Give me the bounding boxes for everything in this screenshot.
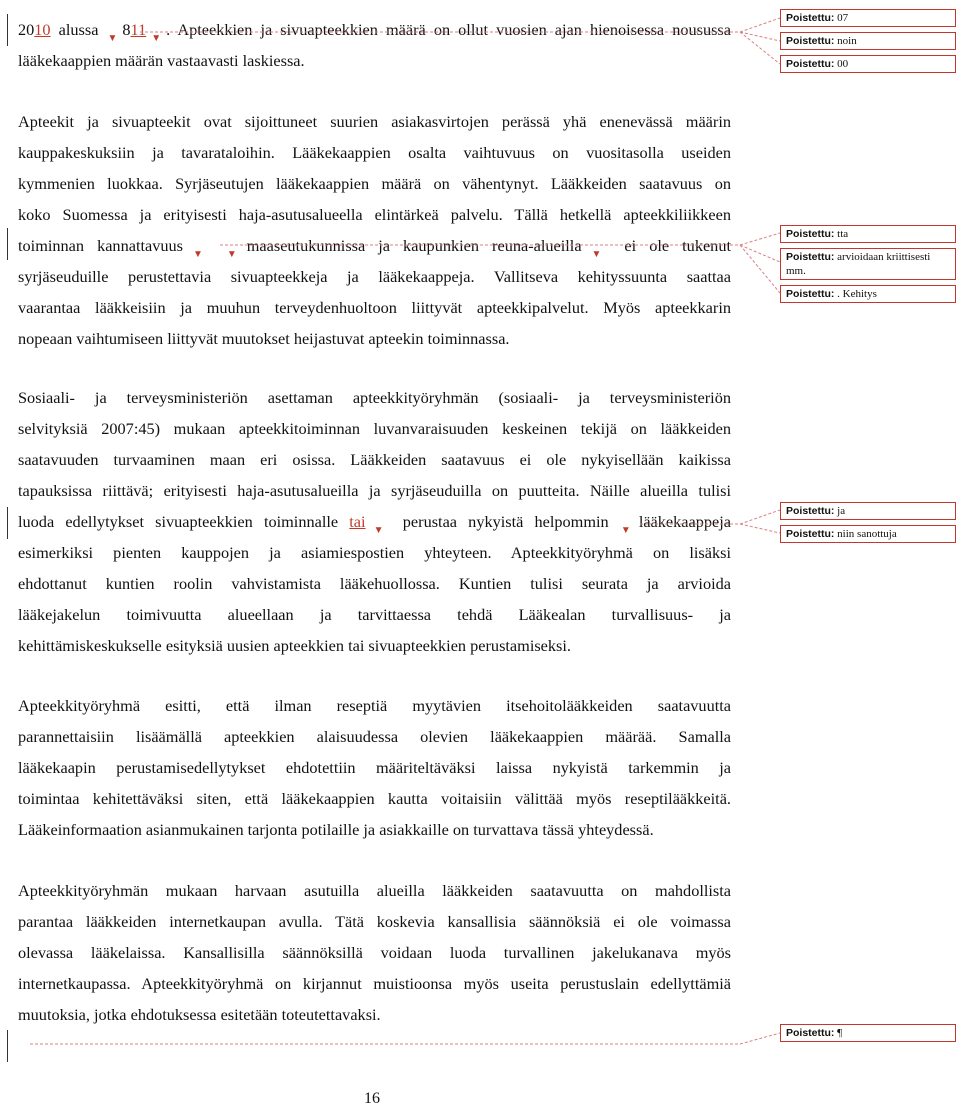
change-bar: [7, 228, 8, 260]
comment-text: niin sanottuja: [834, 528, 897, 540]
deletion-marker-icon: ▼: [147, 33, 166, 44]
text-run: alussa: [50, 20, 107, 39]
text-run: internetkaupassa. Apteekkityöryhmä on kirjannut muistioonsa myös useita perustuslain edellyttämiä: [18, 974, 731, 993]
leader-line: [740, 245, 780, 293]
comment-label: Poistettu:: [786, 12, 835, 24]
change-bar: [7, 507, 8, 539]
text-run: lääkekaappeja: [638, 512, 731, 531]
text-run: selvityksiä 2007:45) mukaan apteekkitoiminnan luvanvaraisuuden keskeinen tekijä on lääkkeiden: [18, 419, 731, 438]
comment-label: Poistettu:: [786, 288, 835, 300]
text-run: kauppakeskuksiin ja tavarataloihin. Lääkekaappien osalta vaihtuvuus on vuositasolla useiden: [18, 143, 731, 162]
comment-text: arvioidaan kriittisesti mm.: [786, 251, 931, 277]
text-run: syrjäseuduille perustettavia sivuapteekkeja ja lääkekaappeja. Vallitseva kehityssuunta saattaa: [18, 267, 731, 286]
deletion-marker-icon: ▼: [620, 525, 638, 536]
deletion-marker-icon: ▼: [226, 249, 246, 260]
leader-line: [640, 510, 780, 524]
inserted-text: 10: [34, 20, 51, 39]
text-run: koko Suomessa ja erityisesti haja-asutusalueella elintärkeä palvelu. Tällä hetkellä apteekkiliikkeen: [18, 205, 731, 224]
text-run: vaarantaa lääkkeisiin ja muuhun terveydenhuoltoon liittyvät apteekkipalvelut. Myös apteekkarin: [18, 298, 731, 317]
text-run: Apteekkityöryhmä esitti, että ilman reseptiä myytävien itsehoitolääkkeiden saatavuutta: [18, 696, 731, 715]
comment-text: tta: [834, 228, 849, 240]
text-run: toiminnan kannattavuus: [18, 236, 183, 255]
text-run: ehdottanut kuntien roolin vahvistamista lääkehuollossa. Kuntien tulisi seurata ja arvioida: [18, 574, 731, 593]
comment-label: Poistettu:: [786, 228, 835, 240]
text-run: olevassa lääkelaissa. Kansallisilla säännöksillä voidaan luoda turvallinen jakelukanava myös: [18, 943, 731, 962]
comment-text: noin: [834, 35, 857, 47]
inserted-text: 11: [130, 20, 147, 39]
text-run: . Apteekkien ja sivuapteekkien määrä on ollut vuosien ajan hienoisessa nousussa: [166, 20, 731, 39]
comment-label: Poistettu:: [786, 528, 835, 540]
text-run: Lääkeinformaation asianmukainen tarjonta potilaille ja asiakkaille on turvattava tässä yhteydessä.: [18, 820, 654, 839]
text-run: saatavuuden turvaaminen maan eri osissa. Lääkkeiden saatavuus ei ole nykyisellään kaikissa: [18, 450, 731, 469]
text-run: Apteekkityöryhmän mukaan harvaan asutuilla alueilla lääkkeiden saatavuutta on mahdollista: [18, 881, 731, 900]
leader-line: [140, 18, 780, 32]
text-run: perustaa nykyistä helpommin: [391, 512, 620, 531]
text-run: maaseutukunnissa ja kaupunkien reuna-alueilla: [246, 236, 582, 255]
comment-label: Poistettu:: [786, 1027, 835, 1039]
text-run: kehittämiskeskukselle esityksiä uusien apteekkien tai sivuapteekkien perustamiseksi.: [18, 636, 571, 655]
text-run: esimerkiksi pienten kauppojen ja asiamiespostien yhteyteen. Apteekkityöryhmä on lisäksi: [18, 543, 731, 562]
text-run: Sosiaali- ja terveysministeriön asettaman apteekkityöryhmän (sosiaali- ja terveysministeriön: [18, 388, 731, 407]
text-run: 20: [18, 20, 35, 39]
comment-text: 00: [834, 58, 849, 70]
leader-line: [220, 233, 780, 245]
text-run: kymmenien luokkaa. Syrjäseutujen lääkekaappien määrä on vähentynyt. Lääkkeiden saatavuus on: [18, 174, 731, 193]
comment-label: Poistettu:: [786, 58, 835, 70]
comment-label: Poistettu:: [786, 505, 835, 517]
page-number: 16: [364, 1090, 380, 1107]
inserted-text: tai: [349, 512, 366, 531]
change-bar: [7, 14, 8, 46]
text-run: 8: [122, 20, 131, 39]
text-run: luoda edellytykset sivuapteekkien toiminnalle: [18, 512, 350, 531]
leader-line: [740, 245, 780, 262]
text-run: lääkejakelun toimivuutta alueellaan ja tarvittaessa tehdä Lääkealan turvallisuus- ja: [18, 605, 731, 624]
comment-text: ¶: [834, 1027, 843, 1039]
text-run: lääkekaappien määrän vastaavasti laskiessa.: [18, 51, 305, 70]
comment-text: 07: [834, 12, 849, 24]
comment-label: Poistettu:: [786, 35, 835, 47]
text-run: toimintaa kehitettäväksi siten, että lääkekaappien kautta voitaisiin välittää myös reseptilääkkeitä.: [18, 789, 731, 808]
comment-text: ja: [834, 505, 846, 517]
text-run: parannettaisiin lisäämällä apteekkien alaisuudessa olevien lääkekaappien määrää. Samalla: [18, 727, 731, 746]
deletion-marker-icon: ▼: [107, 33, 122, 44]
text-run: lääkekaapin perustamisedellytykset ehdotettiin määriteltäväksi laissa nykyistä tarkemmin ja: [18, 758, 731, 777]
text-run: Apteekit ja sivuapteekit ovat sijoittuneet suurien asiakasvirtojen perässä yhä enenevässä määrin: [18, 112, 731, 131]
comment-label: Poistettu:: [786, 251, 835, 263]
leader-line: [740, 524, 780, 533]
deletion-marker-icon: ▼: [183, 249, 212, 260]
text-run: parantaa lääkkeiden internetkaupan avulla. Tätä koskevia kansallisia säännöksiä ei ole voimassa: [18, 912, 731, 931]
comment-text: . Kehitys: [834, 288, 877, 300]
text-run: nopeaan vaihtumiseen liittyvät muutokset heijastuvat apteekin toiminnassa.: [18, 329, 510, 348]
change-bar: [7, 1030, 8, 1062]
text-run: muutoksia, jotka ehdotuksessa esitetään toteutettavaksi.: [18, 1005, 381, 1024]
text-run: ei ole tukenut: [611, 236, 731, 255]
deletion-marker-icon: ▼: [366, 525, 391, 536]
text-run: tapauksissa riittävä; erityisesti haja-asutusalueilla ja syrjäseuduilla on puutteita. Näille alueilla tulisi: [18, 481, 731, 500]
deletion-marker-icon: ▼: [582, 249, 611, 260]
leader-line: [30, 1033, 780, 1044]
